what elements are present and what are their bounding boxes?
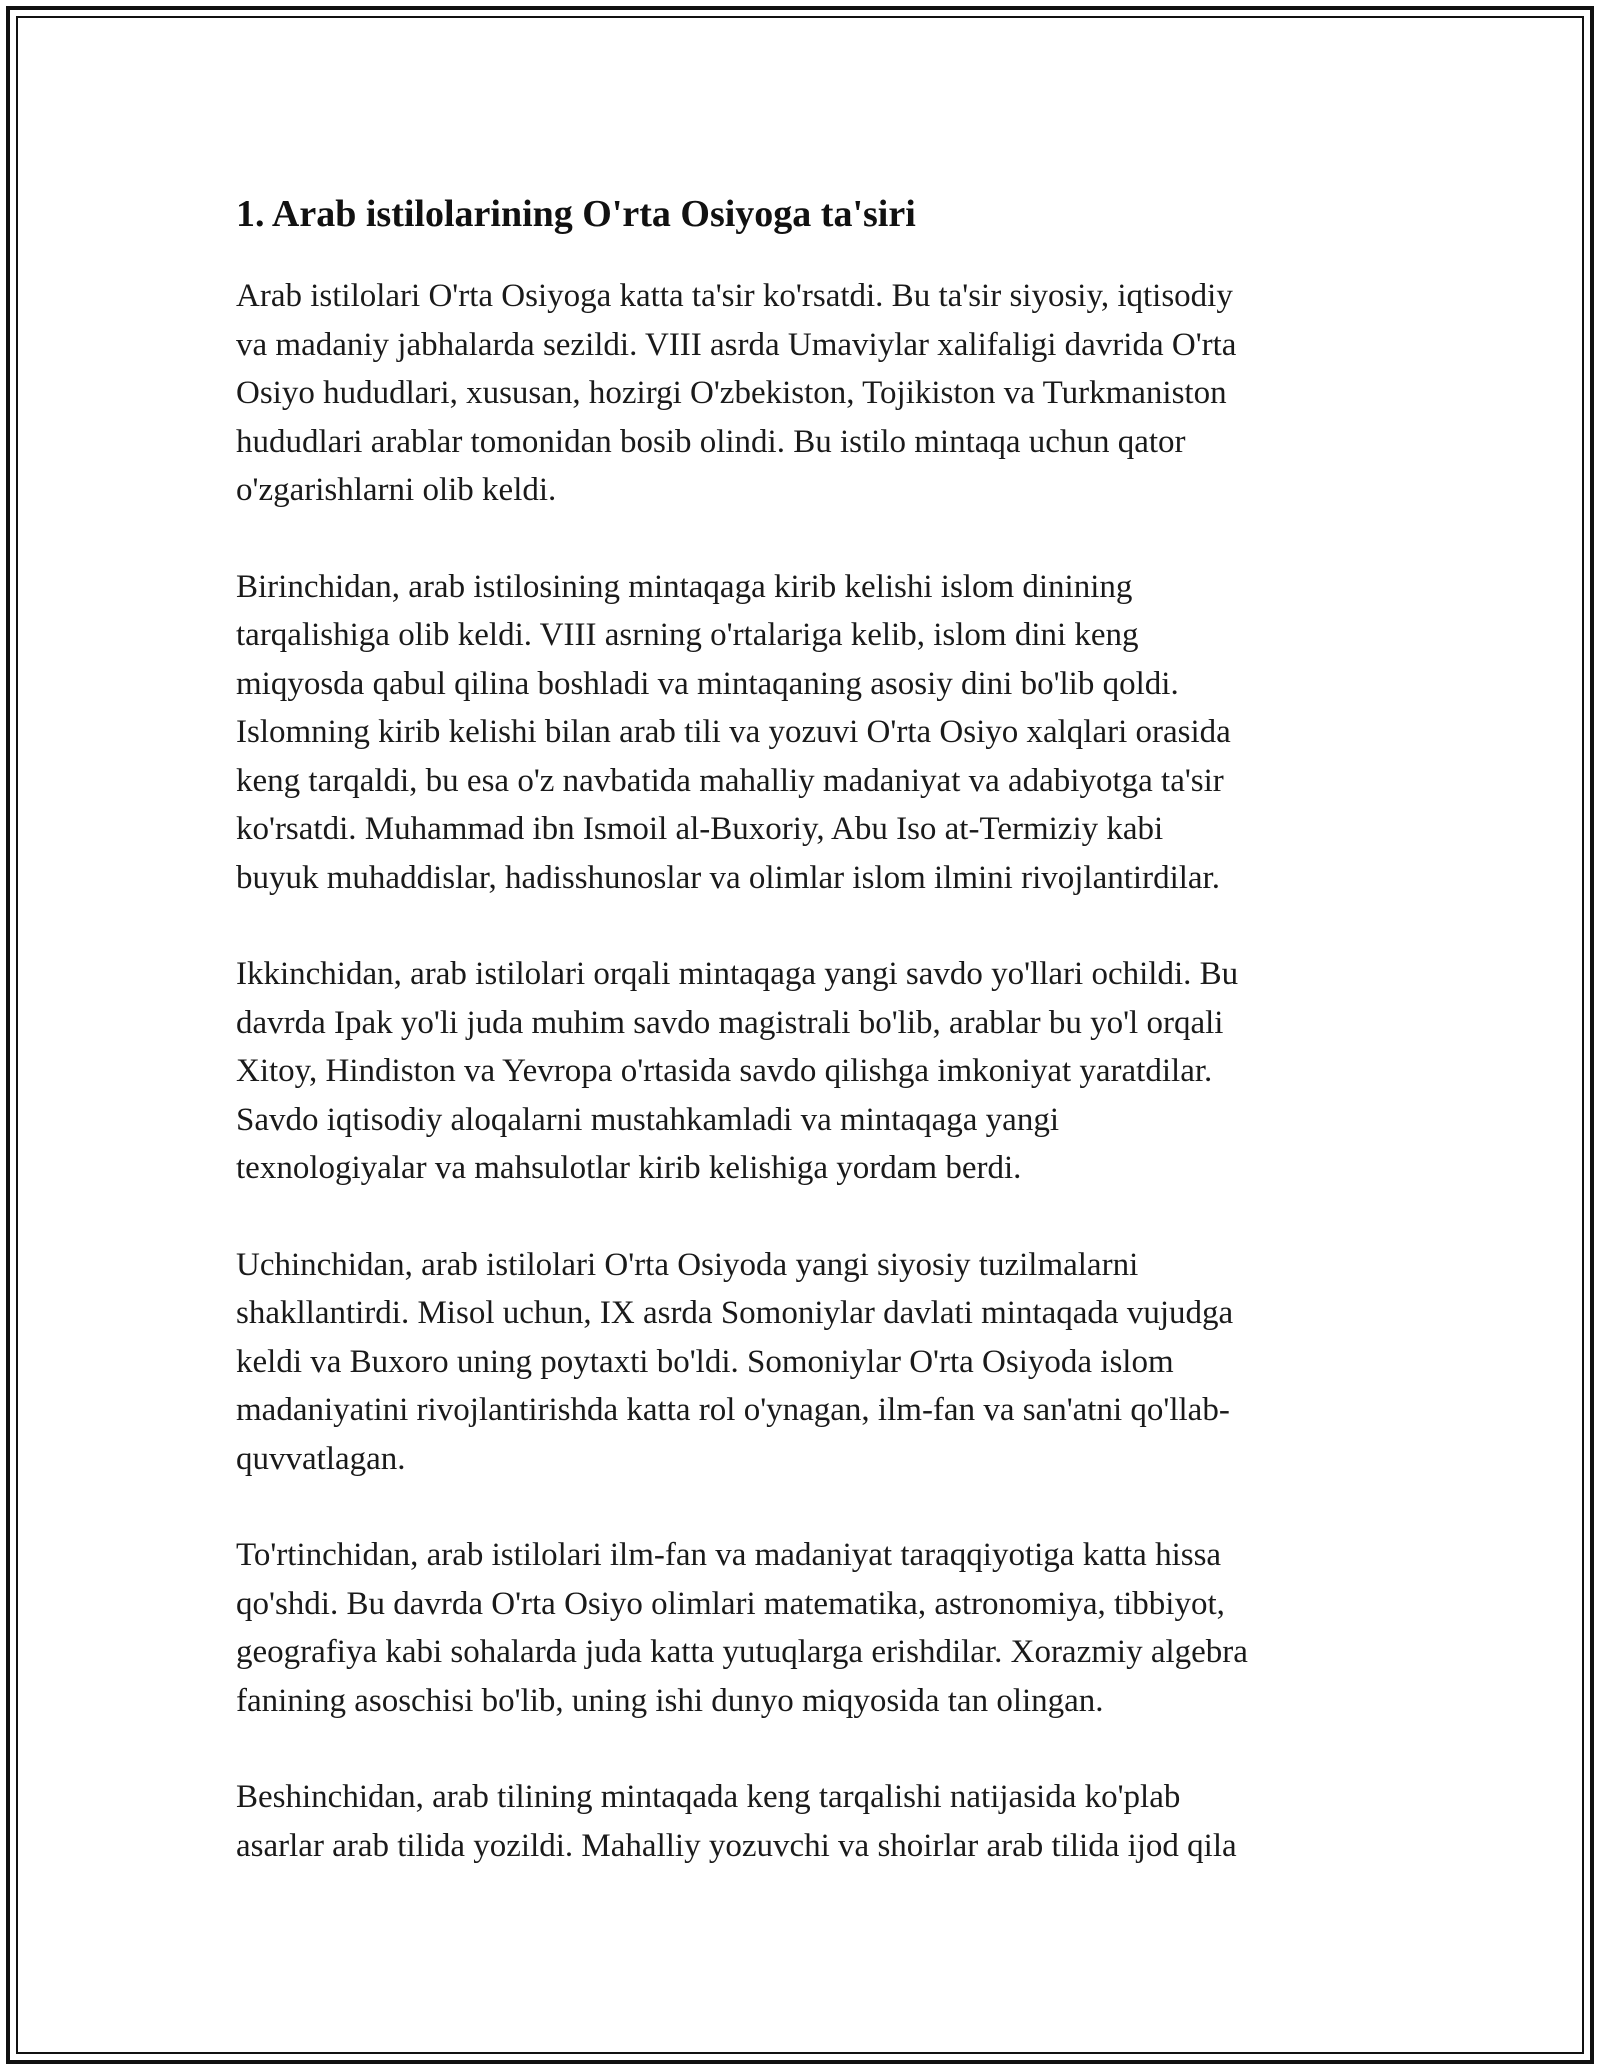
text-line: To'rtinchidan, arab istilolari ilm-fan va madaniyat taraqqiyotiga katta hissa [236,1537,1222,1573]
text-line: Islomning kirib kelishi bilan arab tili va yozuvi O'rta Osiyo xalqlari orasida [236,714,1231,750]
paragraph-fourth [236,1531,1376,1725]
text-line: geografiya kabi sohalarda juda katta yutuqlarga erishdilar. Xorazmiy algebra [236,1634,1248,1670]
paragraph-fifth [236,1773,1376,1870]
text-line: miqyosda qabul qilina boshladi va mintaqaning asosiy dini bo'lib qoldi. [236,665,1179,702]
text-line: Beshinchidan, arab tilining mintaqada keng tarqalishi natijasida ko'plab [236,1779,1181,1815]
text-line: asarlar arab tilida yozildi. Mahalliy yozuvchi va shoirlar arab tilida ijod qila [236,1827,1237,1864]
paragraph-intro [236,272,1376,515]
text-line: keng tarqaldi, bu esa o'z navbatida mahalliy madaniyat va adabiyotga ta'sir [236,762,1224,799]
section-heading: 1. Arab istilolarining O'rta Osiyoga ta'siri [236,193,916,235]
paragraph-second [236,950,1376,1193]
text-line: Arab istilolari O'rta Osiyoga katta ta'sir ko'rsatdi. Bu ta'sir siyosiy, iqtisodiy [236,278,1233,314]
paragraph-first [236,563,1376,903]
text-line: buyuk muhaddislar, hadisshunoslar va olimlar islom ilmini rivojlantirdilar. [236,859,1220,896]
paragraph-third [236,1241,1376,1484]
text-line: qo'shdi. Bu davrda O'rta Osiyo olimlari matematika, astronomiya, tibbiyot, [236,1585,1225,1622]
text-line: davrda Ipak yo'li juda muhim savdo magistrali bo'lib, arablar bu yo'l orqali [236,1004,1224,1041]
text-line: texnologiyalar va mahsulotlar kirib kelishiga yordam berdi. [236,1150,1022,1186]
text-line: o'zgarishlarni olib keldi. [236,472,557,508]
text-line: Ikkinchidan, arab istilolari orqali mintaqaga yangi savdo yo'llari ochildi. Bu [236,956,1239,992]
text-line: ko'rsatdi. Muhammad ibn Ismoil al-Buxoriy, Abu Iso at-Termiziy kabi [236,811,1164,847]
text-line: fanining asoschisi bo'lib, uning ishi dunyo miqyosida tan olingan. [236,1682,1104,1719]
text-line: shakllantirdi. Misol uchun, IX asrda Somoniylar davlati mintaqada vujudga [236,1295,1234,1331]
text-line: Osiyo hududlari, xususan, hozirgi O'zbekiston, Tojikiston va Turkmaniston [236,375,1227,411]
text-line: Uchinchidan, arab istilolari O'rta Osiyoda yangi siyosiy tuzilmalarni [236,1246,1139,1283]
text-line: keldi va Buxoro uning poytaxti bo'ldi. Somoniylar O'rta Osiyoda islom [236,1343,1174,1380]
text-line: Birinchidan, arab istilosining mintaqaga kirib kelishi islom dinining [236,568,1133,605]
text-line: tarqalishiga olib keldi. VIII asrning o'rtalariga kelib, islom dini keng [236,617,1139,653]
text-line: quvvatlagan. [236,1440,406,1477]
document-body [236,186,1376,1918]
text-line: Savdo iqtisodiy aloqalarni mustahkamladi va mintaqaga yangi [236,1101,1059,1138]
text-line: hududlari arablar tomonidan bosib olindi. Bu istilo mintaqa uchun qator [236,423,1186,460]
text-line: va madaniy jabhalarda sezildi. VIII asrda Umaviylar xalifaligi davrida O'rta [236,326,1237,363]
text-line: Xitoy, Hindiston va Yevropa o'rtasida savdo qilishga imkoniyat yaratdilar. [236,1053,1213,1089]
text-line: madaniyatini rivojlantirishda katta rol o'ynagan, ilm-fan va san'atni qo'llab- [236,1392,1230,1428]
